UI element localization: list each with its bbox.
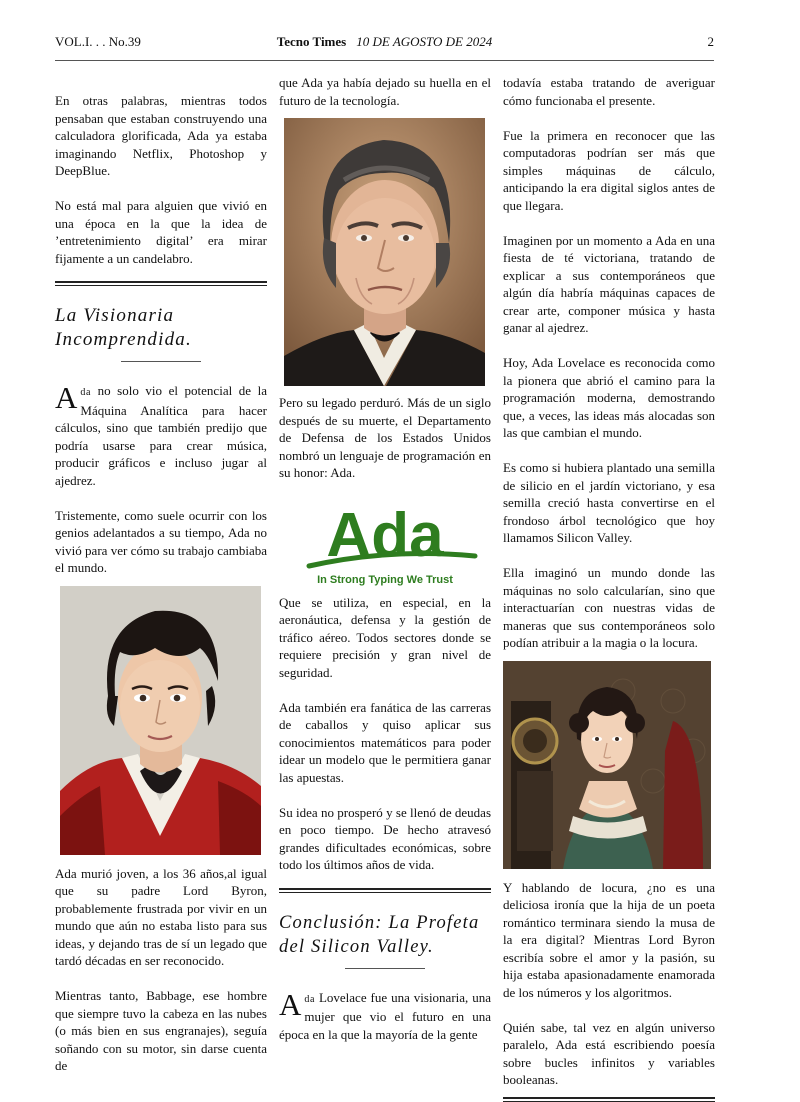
masthead [55,33,714,51]
ada-logo-word: Ada [326,500,444,570]
header-divider [55,60,714,61]
column-2 [279,74,491,1043]
paragraph: Es como si hubiera plantado una semilla de silicio en el jardín victoriano, y esa semilla creció hasta convertirse en el frondoso árbol tecnológico que hoy llamamos Silicon Valley. [503,460,715,545]
column-1 [55,92,267,1075]
dropcap-paragraph: Ada no solo vio el potencial de la Máquina Analítica para hacer cálculos, sino que también predijo que podría usarse para crear música, producir gráficos e incluso jugar al ajedrez. [55,380,267,488]
paragraph: Ada murió joven, a los 36 años,al igual que su padre Lord Byron, probablemente frustrada por vivir en un mundo que aún no estaba listo para sus ideas, y dejando tras de sí un legado que tardó décadas en ser reconocido. [55,865,267,968]
paragraph: Que se utiliza, en especial, en la aeronáutica, defensa y la gestión de tráfico aéreo. Todos sectores donde se requiere precisión y gran nivel de seguridad. [279,594,491,680]
section-title: Conclusión: La Profeta del Silicon Valley. [279,912,480,957]
paragraph: Y hablando de locura, ¿no es una deliciosa ironía que la hija de un poeta romántico terminara siendo la musa de la era digital? Mientras Lord Byron escribía sobre el amor y la pasión, su hija estaba apasionadamente enamorada de los números y los algoritmos. [503,879,715,1000]
section-divider [503,1097,715,1102]
column-3 [503,74,715,1102]
ada-logo-graphic [279,496,491,588]
volume-number: VOL.I. . . No.39 [55,34,141,49]
dropcap-paragraph: Ada Lovelace fue una visionaria, una mujer que vio el futuro en una época en la que la mayoría de la gente [279,986,491,1042]
ada-logo-tagline: In Strong Typing We Trust [317,573,453,586]
paragraph: Fue la primera en reconocer que las computadoras podrían ser más que simples máquinas de cálculo, anticipando la era digital siglos antes de que llegara. [503,127,715,213]
dropcap-letter: A [55,380,78,415]
paragraph: Imaginen por un momento a Ada en una fiesta de té victoriana, tratando de explicar a sus contemporáneos que algún día habría máquinas capaces de crear arte, componer música y hasta ganar al ajedrez. [503,232,715,335]
page-number: 2 [707,34,714,49]
section-title: La Visionaria Incomprendida. [55,305,192,350]
paragraph: Tristemente, como suele ocurrir con los genios adelantados a su tiempo, Ada no vivió para ver cómo su trabajo cambiaba el mundo. [55,507,267,575]
issue-date: 10 DE AGOSTO DE 2024 [356,34,493,49]
page-header [55,33,714,53]
paragraph: Su idea no prosperó y se llenó de deudas en poco tiempo. De hecho atravesó grandes dificultades económicas, sobre todo los últimos años de vida. [279,804,491,872]
paragraph: En otras palabras, mientras todos pensaban que estaban construyendo una calculadora glorificada, Ada ya estaba imaginando Netflix, Photoshop y DeepBlue. [55,93,267,178]
paragraph: Mientras tanto, Babbage, ese hombre que siempre tuvo la cabeza en las nubes (o más bien en sus engranajes), seguía soñando con su motor, sin darse cuenta de [55,988,267,1073]
ada-language-logo [279,496,491,588]
paragraph: Ella imaginó un mundo donde las máquinas no solo calcularían, sino que interactuarían con nuestras vidas de maneras que sus contemporáneos solo podían atribuir a la magia o la locura. [503,565,715,650]
portrait-lord-byron [60,586,261,855]
paragraph: No está mal para alguien que vivió en una época en la que la idea de ’entretenimiento digital’ era mirar fijamente a un candelabro. [55,198,267,266]
paragraph: Ada también era fanática de las carreras de caballos y quiso aplicar sus conocimientos matemáticos para poder idear un modelo que le permitiera ganar las apuestas. [279,699,491,785]
paragraph: Hoy, Ada Lovelace es reconocida como la pionera que abrió el camino para la programación moderna, demostrando que, a veces, las ideas más alocadas son las que cambian el mundo. [503,355,715,440]
paragraph: Pero su legado perduró. Más de un siglo después de su muerte, el Departamento de Defensa de los Estados Unidos nombró un lenguaje de programación en su honor: Ada. [279,395,491,480]
paragraph: todavía estaba tratando de averiguar cómo funcionaba el presente. [503,75,715,108]
paragraph: Quién sabe, tal vez en algún universo paralelo, Ada está escribiendo poesía sobre bucles infinitos y variables booleanas. [503,1019,715,1087]
portrait-ada-lovelace [503,661,711,869]
dropcap-letter: A [279,986,302,1022]
paragraph: que Ada ya había dejado su huella en el futuro de la tecnología. [279,75,491,108]
newspaper-title: Tecno Times [276,34,347,49]
portrait-charles-babbage [284,118,485,386]
